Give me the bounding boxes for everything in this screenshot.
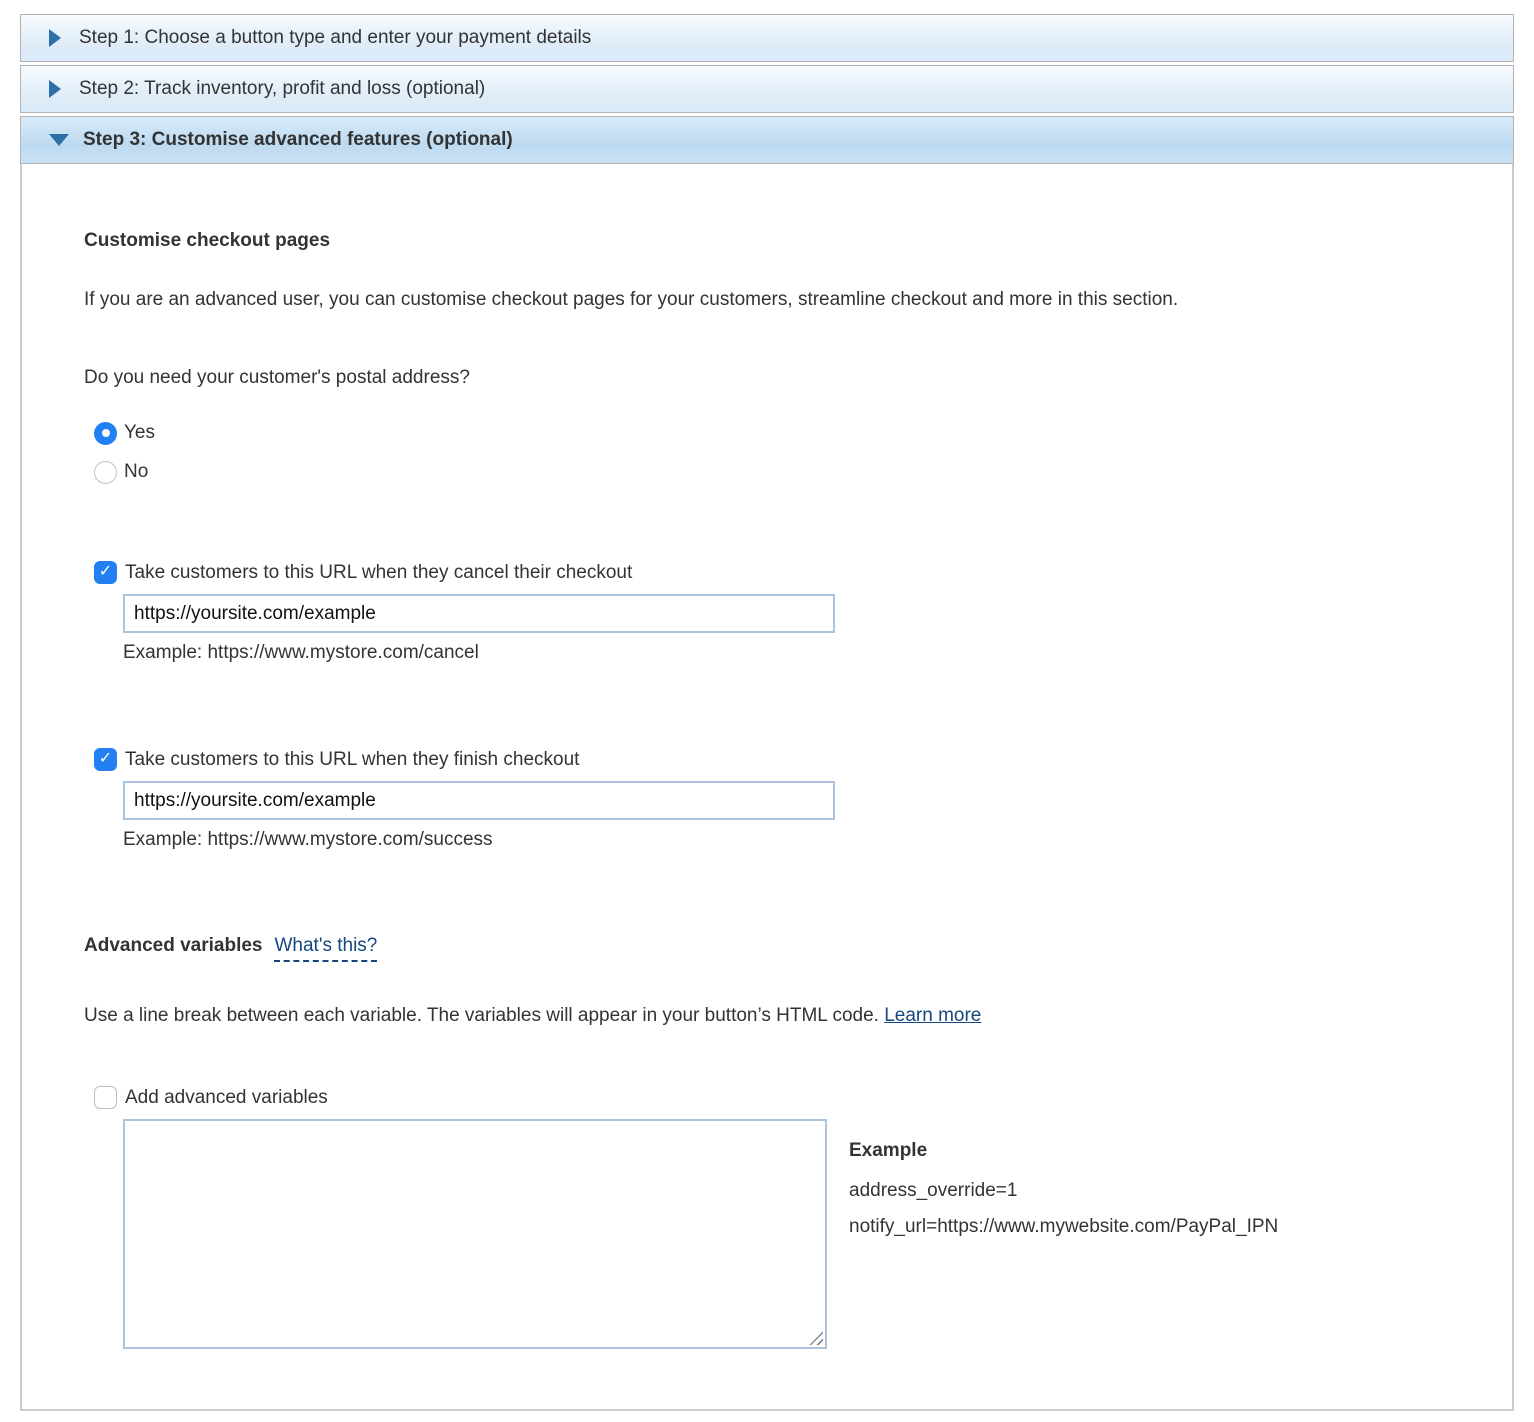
radio-no-option[interactable] bbox=[94, 457, 1452, 487]
radio-yes-option[interactable] bbox=[94, 418, 1452, 448]
finish-url-example: Example: https://www.mystore.com/success bbox=[123, 829, 493, 850]
finish-url-checkbox[interactable] bbox=[94, 748, 117, 771]
accordion-step-2-label: Step 2: Track inventory, profit and loss (optional) bbox=[79, 78, 486, 99]
example-line-1: address_override=1 bbox=[849, 1180, 1018, 1201]
radio-yes-label: Yes bbox=[124, 422, 155, 443]
radio-yes-button[interactable] bbox=[94, 422, 117, 445]
instructions-text: Use a line break between each variable. The variables will appear in your button’s HTML code. bbox=[84, 1005, 885, 1026]
cancel-url-checkbox-label: Take customers to this URL when they cancel their checkout bbox=[125, 561, 633, 583]
cancel-url-example: Example: https://www.mystore.com/cancel bbox=[123, 642, 479, 663]
checkout-description: If you are an advanced user, you can customise checkout pages for your customers, streamline checkout and more in this section. bbox=[84, 289, 1179, 310]
postal-address-question: Do you need your customer's postal address? bbox=[84, 367, 470, 388]
whats-this-link[interactable]: What's this? bbox=[274, 935, 377, 962]
example-line-2: notify_url=https://www.mywebsite.com/PayPal_IPN bbox=[849, 1216, 1279, 1237]
advanced-variables-textarea[interactable] bbox=[123, 1119, 827, 1349]
advanced-variables-textarea-wrap bbox=[123, 1119, 827, 1349]
chevron-right-icon bbox=[49, 80, 61, 98]
customise-checkout-heading: Customise checkout pages bbox=[84, 230, 331, 251]
advanced-variables-instructions bbox=[84, 998, 1452, 1034]
example-heading: Example bbox=[849, 1140, 928, 1161]
cancel-url-input[interactable] bbox=[123, 594, 835, 633]
advanced-variables-heading-row bbox=[84, 935, 1452, 962]
radio-no-button[interactable] bbox=[94, 461, 117, 484]
advanced-variables-input-row bbox=[84, 1119, 1452, 1349]
accordion-step-1-header[interactable] bbox=[20, 14, 1514, 62]
postal-address-radio-group bbox=[94, 418, 1452, 487]
finish-url-checkbox-row[interactable] bbox=[94, 748, 1452, 771]
accordion-step-2-header[interactable] bbox=[20, 65, 1514, 113]
advanced-variables-heading: Advanced variables bbox=[84, 935, 263, 956]
chevron-right-icon bbox=[49, 29, 61, 47]
advanced-variables-example bbox=[849, 1119, 1278, 1349]
add-advanced-variables-checkbox[interactable] bbox=[94, 1086, 117, 1109]
learn-more-link[interactable]: Learn more bbox=[884, 1005, 982, 1026]
radio-no-label: No bbox=[124, 461, 149, 482]
accordion-step-1-label: Step 1: Choose a button type and enter your payment details bbox=[79, 27, 592, 48]
finish-url-input[interactable] bbox=[123, 781, 835, 820]
chevron-down-icon bbox=[49, 134, 69, 146]
accordion-step-3-label: Step 3: Customise advanced features (optional) bbox=[83, 129, 513, 150]
accordion-step-3-header[interactable] bbox=[20, 116, 1514, 164]
finish-url-checkbox-label: Take customers to this URL when they finish checkout bbox=[125, 748, 580, 770]
add-advanced-variables-row[interactable] bbox=[94, 1086, 1452, 1109]
cancel-url-checkbox-row[interactable] bbox=[94, 561, 1452, 584]
cancel-url-checkbox[interactable] bbox=[94, 561, 117, 584]
step-3-panel bbox=[20, 164, 1514, 1411]
checkmark-icon: ✓ bbox=[98, 562, 113, 580]
checkmark-icon: ✓ bbox=[98, 749, 113, 767]
add-advanced-variables-label: Add advanced variables bbox=[125, 1086, 328, 1108]
